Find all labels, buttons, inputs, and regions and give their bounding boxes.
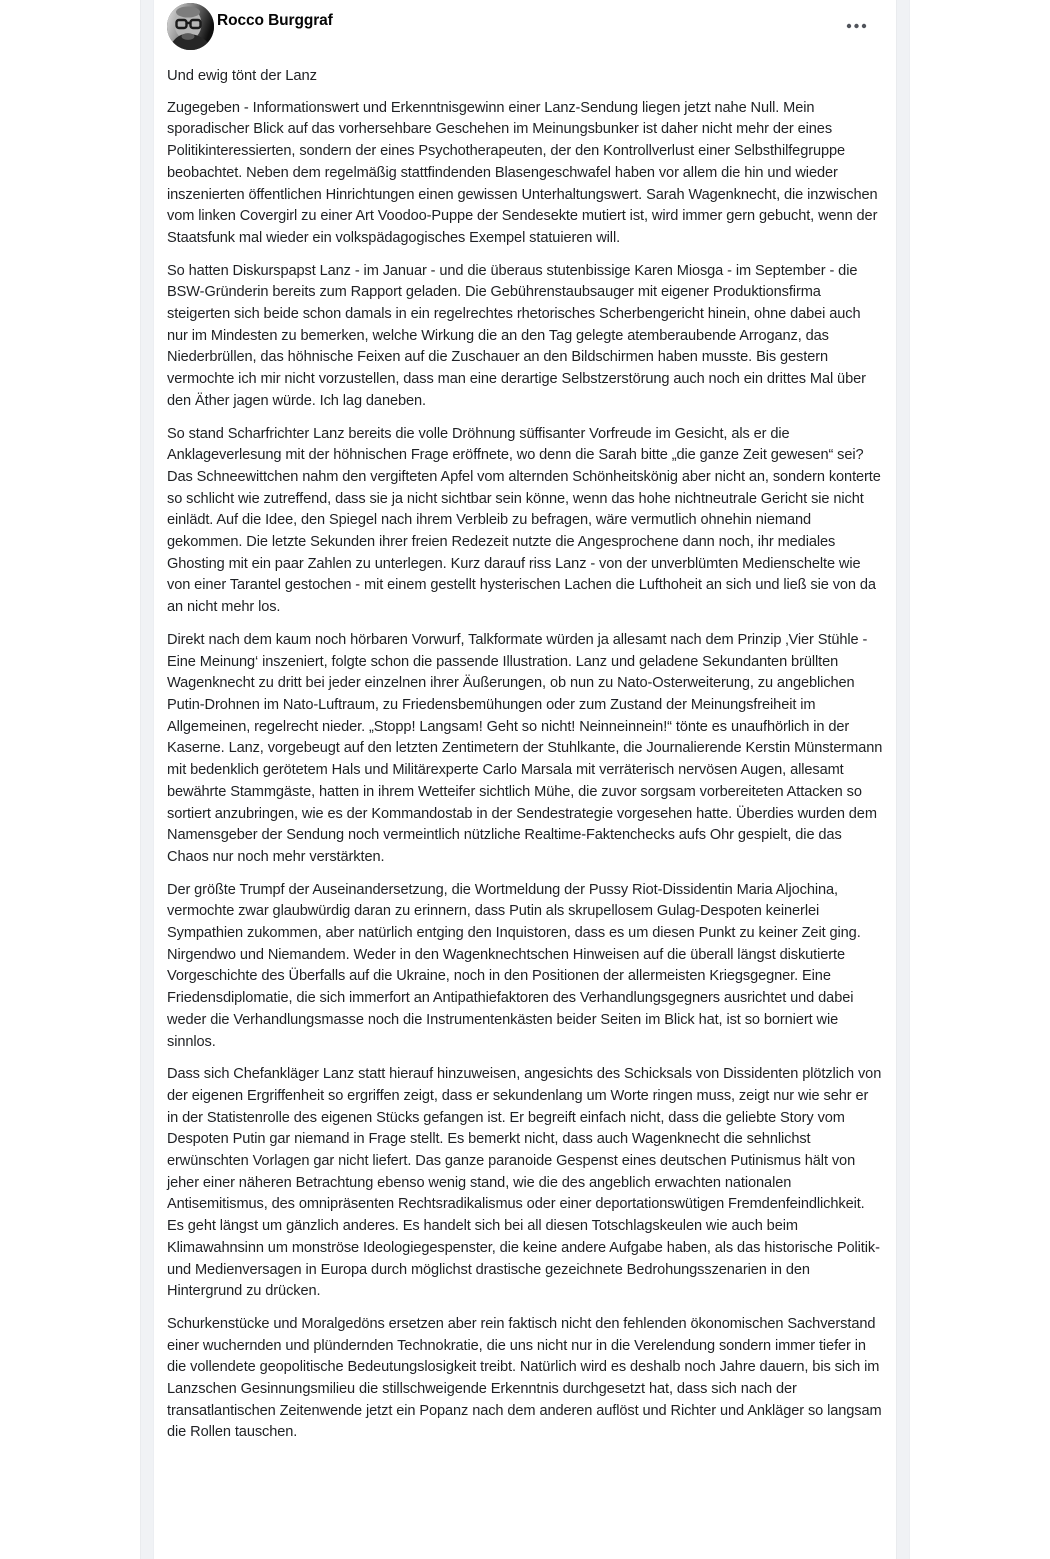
- profile-photo: [167, 3, 214, 50]
- post-header: [167, 3, 884, 53]
- post-body: [167, 98, 884, 1444]
- post-paragraph: So hatten Diskurspapst Lanz - im Januar - und die überaus stutenbissige Karen Miosga - im September - die BSW-Gründerin bereits zum Rapport geladen. Die Gebührenstaubsauger mit eigener Produktionsfirma steigerten sich beide schon damals in ein regelrechtes rhetorisches Scherbengericht hinein, ohne dabei auch nur im Mindesten zu bemerken, welche Wirkung die an den Tag gelegte atemberaubende Arroganz, das Niederbrüllen, das höhnische Feixen auf die Zuschauer an den Bildschirmen haben musste. Bis gestern vermochte ich mir nicht vorzustellen, dass man eine derartige Selbstzerstörung auch noch ein drittes Mal über den Äther jagen würde. Ich lag daneben.: [167, 262, 866, 409]
- page-gutter-left: [140, 0, 154, 1559]
- ellipsis-horizontal-icon: [846, 23, 867, 29]
- post-paragraph: Schurkenstücke und Moralgedöns ersetzen aber rein faktisch nicht den fehlenden ökonomischen Sachverstand einer wuchernden und plündernden Technokratie, die uns nicht nur in die Verelendung sondern immer tiefer in die vollendete geopolitische Bedeutungslosigkeit treibt. Natürlich wird es deshalb noch Jahre dauern, bis sich im Lanzschen Gesinnungsmilieu die stillschweigende Erkenntnis durchgesetzt hat, dass sich nach der transatlantischen Zeitenwende jetzt ein Popanz nach dem anderen auflöst und Richter und Ankläger so langsam die Rollen tauschen.: [167, 1315, 882, 1441]
- page-gutter-right: [896, 0, 910, 1559]
- author-name[interactable]: Rocco Burggraf: [217, 12, 333, 29]
- post-paragraph: Zugegeben - Informationswert und Erkenntnisgewinn einer Lanz-Sendung liegen jetzt nahe Null. Mein sporadischer Blick auf das vorhersehbare Geschehen im Meinungsbunker ist daher nicht mehr der eines Politikinteressierten, sondern der eines Psychotherapeuten, der den Kontrollverlust einer Selbsthilfegruppe beobachtet. Neben dem regelmäßig stattfindenden Blasengeschwafel haben vor allem die hin und wieder inszenierten öffentlichen Hinrichtungen einen gewissen Unterhaltungswert. Sarah Wagenknecht, die inzwischen vom linken Covergirl zu einer Art Voodoo-Puppe der Sendesekte mutiert ist, wird immer gern gebucht, wenn der Staatsfunk mal wieder ein volkspädagogisches Exempel statuieren will.: [167, 99, 878, 246]
- post-paragraph: Dass sich Chefankläger Lanz statt hierauf hinzuweisen, angesichts des Schicksals von Dissidenten plötzlich von der eigenen Ergriffenheit so ergriffen zeigt, dass er sekundenlang um Worte ringen muss, zeigt nur wie sehr er in der Statistenrolle des eigenen Stücks gefangen ist. Er begreift einfach nicht, dass die geliebte Story vom Despoten Putin gar niemand in Frage stellt. Es bemerkt nicht, dass auch Wagenknecht die sehnlichst erwünschten Vorlagen gar nicht liefert. Das ganze paranoide Gespenst eines deutschen Putinismus hält von jeher einer näheren Betrachtung ebenso wenig stand, wie die des angeblich erwachten nationalen Antisemitismus, des omnipräsenten Rechtsradikalismus oder einer deportationswütigen Fremdenfeindlichkeit. Es geht längst um gänzlich anderes. Es handelt sich bei all diesen Totschlagskeulen wie auch beim Klimawahnsinn um monströse Ideologiegespenster, die keine andere Aufgabe haben, als das historische Politik- und Medienversagen in Europa durch möglichst drastische gezeichnete Bedrohungsszenarien in den Hintergrund zu drücken.: [167, 1066, 882, 1300]
- post-paragraph: So stand Scharfrichter Lanz bereits die volle Dröhnung süffisanter Vorfreude im Gesicht, als er die Anklageverlesung mit der höhnischen Frage eröffnete, wo denn die Sarah bitte „die ganze Zeit gewesen“ sei? Das Schneewittchen nahm den vergifteten Apfel vom alternden Schönheitskönig aber nicht an, sondern konterte so schlicht wie zutreffend, dass sie ja nicht sichtbar sein könne, wenn das hohe nichtneutrale Gericht sie nicht einlädt. Auf die Idee, den Spiegel nach ihrem Verbleib zu befragen, wäre vermutlich ohnehin niemand gekommen. Die letzte Sekunden ihrer freien Redezeit nutzte die Angesprochene dann noch, ihr mediales Ghosting mit ein paar Zahlen zu unterlegen. Kurz darauf riss Lanz - von der unverblümten Medienschelte wie von einer Tarantel gestochen - mit einem gestellt hysterischen Lachen die Lufthoheit an sich und ließ sie von da an nicht mehr los.: [167, 425, 881, 616]
- post-paragraph: Der größte Trumpf der Auseinandersetzung, die Wortmeldung der Pussy Riot-Dissidentin Maria Aljochina, vermochte zwar glaubwürdig daran zu erinnern, dass Putin als skrupellosem Gulag-Despoten keinerlei Sympathien zukommen, aber natürlich entging den Inquistoren, dass es um diesen Punkt zu keiner Zeit ging. Nirgendwo und Niemandem. Weder in den Wagenknechtschen Hinweisen auf die überall längst diskutierte Vorgeschichte des Überfalls auf die Ukraine, noch in den Positionen der allermeisten Kriegsgegner. Eine Friedensdiplomatie, die sich immerfort an Antipathiefaktoren des Verhandlungsgegners ausrichtet und dabei weder die Verhandlungsmasse noch die Instrumentenkästen beider Seiten im Blick hat, ist so borniert wie sinnlos.: [167, 881, 861, 1050]
- avatar[interactable]: [167, 3, 214, 50]
- post-paragraph: Direkt nach dem kaum noch hörbaren Vorwurf, Talkformate würden ja allesamt nach dem Prinzip ‚Vier Stühle - Eine Meinung‘ inszeniert, folgte schon die passende Illustration. Lanz und geladene Sekundanten brüllten Wagenknecht zu dritt bei jeder einzelnen ihrer Äußerungen, ob nun zu Nato-Osterweiterung, zu angeblichen Putin-Drohnen im Nato-Luftraum, zu Friedensbemühungen oder zum Zustand der Meinungsfreiheit im Allgemeinen, regelrecht nieder. „Stopp! Langsam! Geht so nicht! Neinneinnein!“ tönte es unaufhörlich in der Kaserne. Lanz, vorgebeugt auf den letzten Zentimetern der Stuhlkante, die Journalierende Kerstin Münstermann mit bedenklich gerötetem Hals und Militärexperte Carlo Marsala mit verräterisch nervösen Augen, allesamt bewährte Stammgäste, hatten in ihrem Wetteifer sichtlich Mühe, die zuvor sorgsam vorbereiteten Attacken so sortiert anzubringen, wie es der Kommandostab in der Sendestrategie vorgesehen hatte. Überdies wurden dem Namensgeber der Sendung noch vermeintlich nützliche Realtime-Faktenchecks aufs Ohr gespielt, die das Chaos nur noch mehr verstärkten.: [167, 631, 883, 865]
- post-title: Und ewig tönt der Lanz: [167, 68, 317, 84]
- post-menu-button[interactable]: [840, 15, 872, 37]
- post-card: [155, 0, 896, 1559]
